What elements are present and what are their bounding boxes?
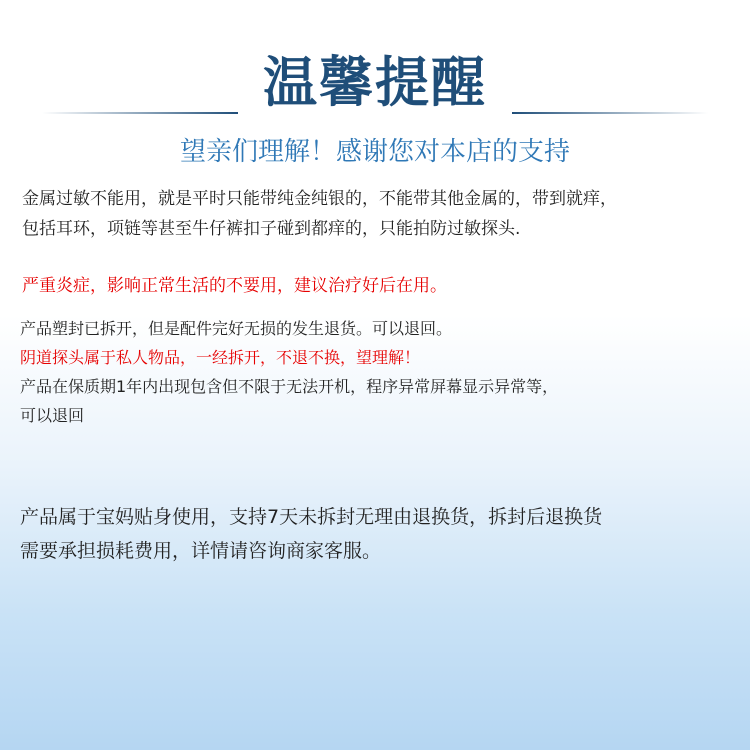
return-policy-line-1: 产品塑封已拆开，但是配件完好无损的发生退货。可以退回。	[20, 319, 453, 338]
return-policy-notice	[20, 314, 750, 430]
inflammation-warning-text: 严重炎症，影响正常生活的不要用，建议治疗好后在用。	[22, 276, 447, 296]
title-row	[0, 48, 750, 118]
title-divider-right	[512, 112, 708, 114]
inflammation-warning	[22, 272, 750, 300]
page-title: 温馨提醒	[263, 51, 487, 114]
baby-use-line-2: 需要承担损耗费用，详情请咨询商家客服。	[20, 540, 382, 562]
return-policy-line-4: 可以退回	[20, 406, 85, 425]
return-policy-line-2-warning: 阴道探头属于私人物品，一经拆开，不退不换，望理解！	[20, 348, 421, 367]
page-subtitle: 望亲们理解！感谢您对本店的支持	[179, 137, 570, 167]
metal-allergy-line-1: 金属过敏不能用，就是平时只能带纯金纯银的，不能带其他金属的，带到就痒，	[22, 189, 617, 209]
metal-allergy-notice	[22, 184, 750, 244]
baby-use-line-1: 产品属于宝妈贴身使用，支持7天未拆封无理由退换货，拆封后退换货	[20, 506, 603, 528]
metal-allergy-line-2: 包括耳环，项链等甚至牛仔裤扣子碰到都痒的，只能拍防过敏探头.	[22, 219, 521, 239]
baby-use-notice	[20, 500, 750, 568]
return-policy-line-3: 产品在保质期1年内出现包含但不限于无法开机，程序异常屏幕显示异常等，	[20, 377, 559, 396]
